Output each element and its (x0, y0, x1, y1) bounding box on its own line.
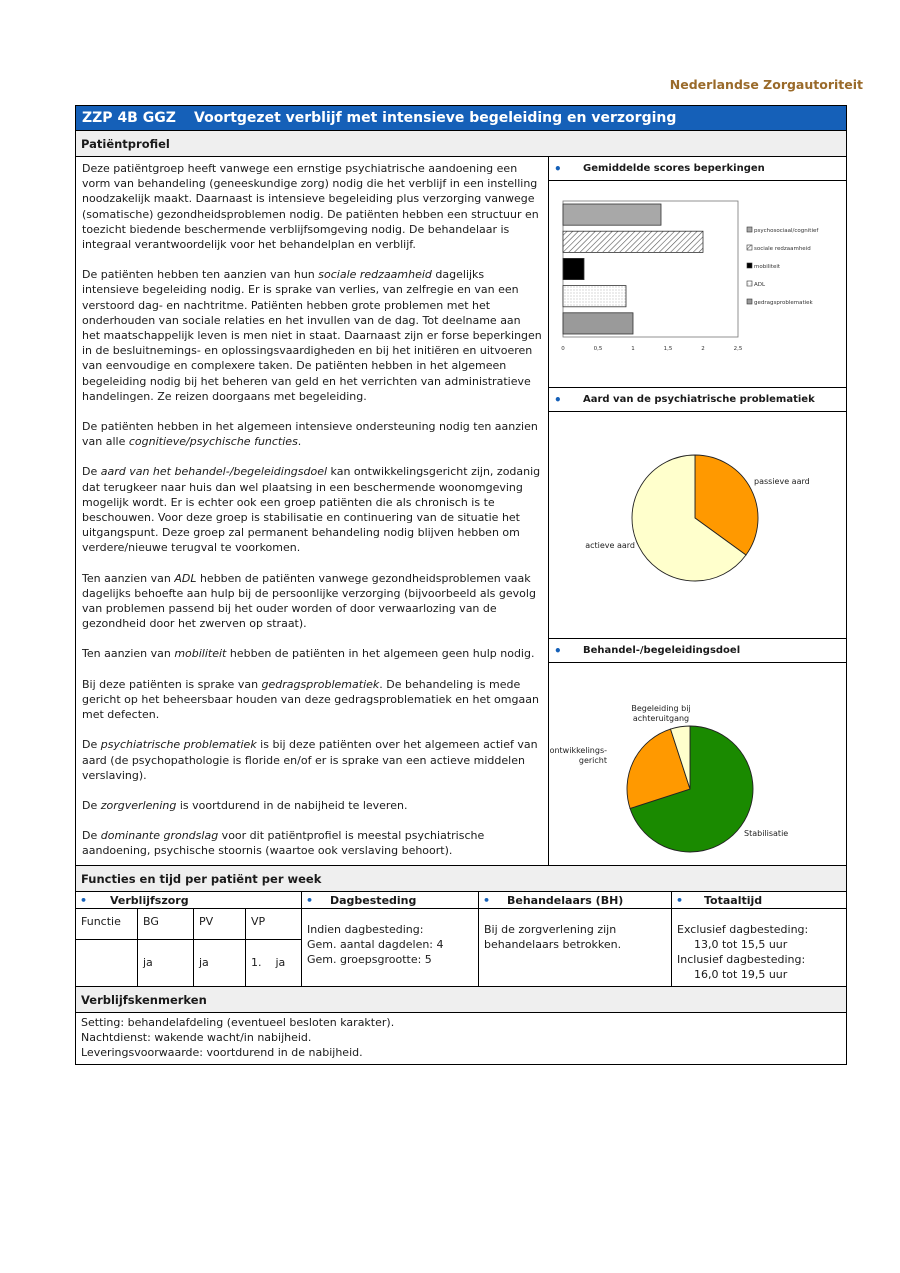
title-bar (76, 106, 846, 131)
legend-label: mobiliteit (754, 264, 781, 270)
pie-chart-doel (549, 663, 846, 865)
pie-chart-aard (549, 412, 846, 638)
bar-plot-area (561, 201, 743, 352)
profile-paragraph: Ten aanzien van ADL hebben de patiënten vanwege gezondheidsproblemen vaak dagelijks behoefte aan hulp bij de persoonlijke verzorging (bijvoorbeeld als gevolg van problemen passend bij het ouder worden of door verwaarlozing van de gezondheid door het zwerven op straat). (82, 571, 536, 631)
x-tick-label: 0 (561, 346, 565, 352)
organization-name: Nederlandse Zorgautoriteit (669, 77, 863, 92)
vz-cell: 1. ja (251, 956, 286, 969)
pie2-heading (549, 639, 846, 663)
zzp-title: Voortgezet verblijf met intensieve begeleiding en verzorging (194, 110, 677, 126)
x-tick-label: 2,5 (733, 346, 743, 352)
legend-swatch (747, 263, 752, 268)
profile-paragraph: Bij deze patiënten is sprake van gedragsproblematiek. De behandeling is mede gericht op het beheersbaar houden van deze gedragsproblematiek en het omgaan met defecten. (82, 677, 539, 722)
vz-cell: Functie (76, 909, 138, 940)
profile-paragraph: De aard van het behandel-/begeleidingsdoel kan ontwikkelingsgericht zijn, zodanig dat terugkeer naar huis dan wel plaatsing in een beschermende woonomgeving mogelijk wordt. Er is echter ook een groep patiënten die als chronisch is te beschouwen. Voor deze groep is stabilisatie en continuering van de situatie het uitgangspunt. Deze groep zal permanent behandeling nodig blijven hebben om verdere/nieuwe terugval te voorkomen. (82, 465, 541, 555)
charts-column (549, 157, 846, 865)
bar-2 (563, 258, 584, 279)
x-tick-label: 2 (701, 346, 705, 352)
col-verblijfszorg: • Verblijfszorg (76, 892, 302, 908)
kenmerk-line: Setting: behandelafdeling (eventueel besloten karakter). (81, 1016, 395, 1029)
pie1-box (549, 412, 846, 639)
functies-columns (76, 892, 846, 909)
profile-paragraph: De patiënten hebben in het algemeen intensieve ondersteuning nodig ten aanzien van alle cognitieve/psychische functies. (82, 420, 538, 449)
vz-cell (76, 940, 138, 987)
profile-text (76, 157, 549, 865)
profile-paragraph: De patiënten hebben ten aanzien van hun sociale redzaamheid dagelijks intensieve begeleiding nodig. Er is sprake van verlies, van zelfregie en van een verstoord dag- en nachtritme. Patiënten hebben grote problemen met het onderhouden van sociale relaties en het invullen van de dag. Tot deelname aan het maatschappelijk leven is men niet in staat. Daarnaast zijn er forse beperkingen in de besluitnemings- en oplossingsvaardigheden en bij het initiëren en uitvoeren van eenvoudige en complexere taken. De patiënten hebben in het algemeen begeleiding nodig bij het beheren van geld en het verrichten van administratieve handelingen. Ze reizen doorgaans met begeleiding. (82, 268, 542, 403)
x-tick-label: 0,5 (593, 346, 603, 352)
profile-heading: Patiëntprofiel (76, 131, 846, 157)
totaaltijd-cell (672, 909, 846, 986)
legend-swatch (747, 299, 752, 304)
vz-cell: ja (194, 940, 246, 987)
bar-0 (563, 204, 661, 225)
kenmerk-line: Nachtdienst: wakende wacht/in nabijheid. (81, 1031, 312, 1045)
tot-incl-label: Inclusief dagbesteding: (677, 953, 806, 966)
pie2-title: Behandel-/begeleidingsdoel (583, 645, 741, 656)
bar-chart (549, 181, 846, 387)
functies-body (76, 909, 846, 987)
bullet-icon: • (80, 893, 88, 907)
legend-swatch (747, 245, 752, 250)
profile-paragraph: Deze patiëntgroep heeft vanwege een ernstige psychiatrische aandoening een vorm van behandeling (geneeskundige zorg) nodig die het verblijf in een instelling noodzakelijk maakt. Daarnaast is intensieve begeleiding plus verzorging vanwege (somatische) gezondheidsproblemen nodig. De patiënten hebben een structuur en toezicht biedende beschermende verblijfsomgeving nodig. De behandelaar is integraal verantwoordelijk voor het behandelplan en verblijf. (82, 162, 539, 252)
legend-swatch (747, 281, 752, 286)
pie-label: ontwikkelings- (549, 746, 607, 755)
vz-cell: VP (246, 909, 301, 940)
tot-excl-label: Exclusief dagbesteding: (677, 923, 809, 936)
x-tick-label: 1 (631, 346, 635, 352)
bullet-icon: • (306, 893, 314, 907)
behandelaars-cell: Bij de zorgverlening zijn behandelaars betrokken. (479, 909, 672, 986)
functies-heading: Functies en tijd per patiënt per week (76, 866, 846, 892)
kenmerken-text (76, 1013, 846, 1064)
kenmerk-line: Leveringsvoorwaarde: voortdurend in de nabijheid. (81, 1046, 363, 1060)
x-tick-label: 1,5 (663, 346, 673, 352)
profile-paragraph: Ten aanzien van mobiliteit hebben de patiënten in het algemeen geen hulp nodig. (82, 647, 535, 661)
legend-label: ADL (754, 282, 766, 288)
pie1-title: Aard van de psychiatrische problematiek (583, 394, 815, 405)
bullet-icon: • (554, 643, 562, 658)
bullet-icon: • (676, 893, 684, 907)
vz-cell: PV (194, 909, 246, 940)
kenmerken-heading: Verblijfskenmerken (76, 987, 846, 1013)
dagbesteding-cell (302, 909, 479, 986)
col-behandelaars: • Behandelaars (BH) (479, 892, 672, 908)
tot-incl-value: 16,0 tot 19,5 uur (694, 968, 788, 981)
legend-swatch (747, 227, 752, 232)
zzp-code: ZZP 4B GGZ (82, 110, 176, 126)
legend-label: sociale redzaamheid (754, 246, 811, 252)
dag-line: Gem. aantal dagdelen: 4 (307, 938, 444, 951)
bullet-icon: • (554, 392, 562, 407)
bar-chart-heading (549, 157, 846, 181)
pie-label: passieve aard (754, 477, 810, 486)
bullet-icon: • (554, 161, 562, 176)
profile-section (76, 157, 846, 866)
bar-chart-title: Gemiddelde scores beperkingen (583, 163, 765, 174)
bar-4 (563, 313, 633, 334)
dag-line: Indien dagbesteding: (307, 923, 424, 936)
legend-label: psychosociaal/cognitief (754, 228, 819, 234)
profile-paragraph: De dominante grondslag voor dit patiëntprofiel is meestal psychiatrische aandoening, psychische stoornis (waartoe ook verslaving behoort). (82, 829, 485, 858)
col-totaaltijd: • Totaaltijd (672, 892, 846, 908)
zzp-sheet (75, 105, 847, 1065)
vz-cell: ja (138, 940, 194, 987)
bullet-icon: • (483, 893, 491, 907)
pie-label: gericht (578, 756, 607, 765)
legend-label: gedragsproblematiek (754, 300, 813, 306)
verblijfszorg-table (76, 909, 302, 986)
profile-paragraph: De zorgverlening is voortdurend in de nabijheid te leveren. (82, 798, 408, 812)
bar-1 (563, 231, 703, 252)
pie-label: actieve aard (585, 541, 635, 550)
col-dagbesteding: • Dagbesteding (302, 892, 479, 908)
pie-label: Stabilisatie (744, 829, 789, 838)
tot-excl-value: 13,0 tot 15,5 uur (694, 938, 788, 951)
profile-paragraph: De psychiatrische problematiek is bij deze patiënten over het algemeen actief van aard (de psychopathologie is floride en/of er is sprake van een actieve middelen verslaving). (82, 738, 538, 782)
dag-line: Gem. groepsgrootte: 5 (307, 953, 432, 966)
vz-cell: BG (138, 909, 194, 940)
bar-chart-box (549, 181, 846, 388)
pie-label: Begeleiding bij (631, 704, 691, 713)
bar-legend (747, 227, 819, 306)
bar-3 (563, 286, 626, 307)
pie1-heading (549, 388, 846, 412)
pie-label: achteruitgang (632, 714, 690, 723)
pie2-box (549, 663, 846, 865)
